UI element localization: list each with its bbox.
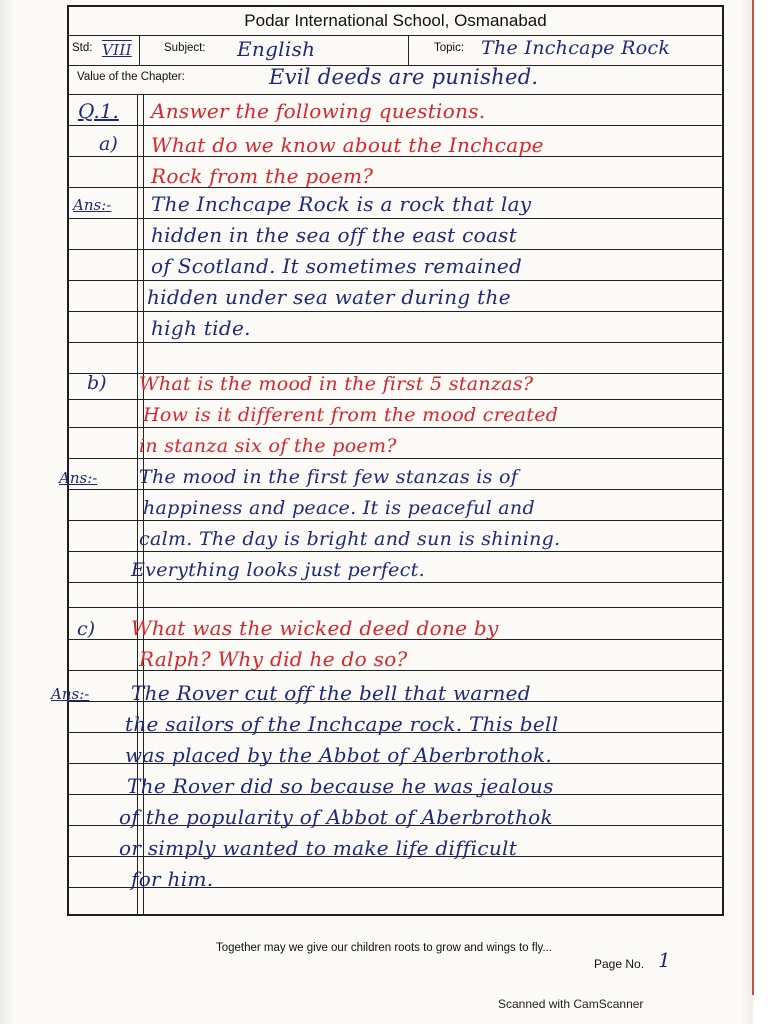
answer-line: The mood in the first few stanzas is of xyxy=(139,466,519,488)
ruled-line xyxy=(69,280,722,281)
question-line: How is it different from the mood created xyxy=(143,404,559,426)
question-marker: c) xyxy=(77,618,96,640)
value-value: Evil deeds are punished. xyxy=(269,65,539,89)
answer-label: Ans:- xyxy=(59,469,98,487)
ruled-line xyxy=(69,582,722,583)
std-label: Std: xyxy=(72,42,93,54)
topic-value: The Inchcape Rock xyxy=(481,37,671,59)
answer-line: the sailors of the Inchcape rock. This bell xyxy=(125,712,559,736)
school-name: Podar International School, Osmanabad xyxy=(244,11,547,30)
header-divider xyxy=(139,35,140,65)
worksheet xyxy=(51,5,724,916)
ruled-line xyxy=(69,607,722,608)
question-marker: a) xyxy=(99,133,118,155)
question-heading: Answer the following questions. xyxy=(151,99,486,123)
answer-line: of the popularity of Abbot of Aberbrothok xyxy=(119,805,553,829)
ruled-line xyxy=(69,551,722,552)
question-line: What do we know about the Inchcape xyxy=(151,133,544,157)
subject-value: English xyxy=(237,37,316,61)
value-label: Value of the Chapter: xyxy=(77,71,185,83)
ruled-line xyxy=(69,311,722,312)
answer-line: happiness and peace. It is peaceful and xyxy=(143,497,535,519)
page-number-value: 1 xyxy=(658,948,671,972)
answer-line: Everything looks just perfect. xyxy=(131,559,425,581)
answer-line: high tide. xyxy=(151,316,251,340)
answer-line: The Rover cut off the bell that warned xyxy=(131,681,531,705)
answer-label: Ans:- xyxy=(73,196,112,214)
question-line: What was the wicked deed done by xyxy=(131,616,499,640)
answer-line: or simply wanted to make life difficult xyxy=(119,836,518,860)
header-divider xyxy=(408,35,409,65)
ruled-line xyxy=(69,249,722,250)
question-line: What is the mood in the first 5 stanzas? xyxy=(139,373,534,395)
subject-label: Subject: xyxy=(164,42,206,54)
question-line: Ralph? Why did he do so? xyxy=(139,647,408,671)
topic-label: Topic: xyxy=(434,42,465,54)
answer-line: hidden under sea water during the xyxy=(147,285,511,309)
ruled-line xyxy=(69,489,722,490)
ruled-line xyxy=(69,218,722,219)
question-number: Q.1. xyxy=(78,99,119,123)
answer-line: hidden in the sea off the east coast xyxy=(151,223,518,247)
answer-line: The Inchcape Rock is a rock that lay xyxy=(151,192,532,216)
question-marker: b) xyxy=(87,372,107,394)
notebook-margin-line xyxy=(752,0,754,995)
answer-line: calm. The day is bright and sun is shining. xyxy=(139,528,561,550)
std-value: VIII xyxy=(102,41,132,59)
page-number-label: Page No. xyxy=(594,957,645,971)
answer-label: Ans:- xyxy=(51,685,90,703)
school-motto: Together may we give our children roots to grow and wings to fly... xyxy=(215,942,552,954)
ruled-line xyxy=(69,399,722,400)
ruled-line xyxy=(69,427,722,428)
ruled-line xyxy=(69,342,722,343)
header-rule xyxy=(69,94,722,95)
question-line: Rock from the poem? xyxy=(151,164,374,188)
ruled-line xyxy=(69,520,722,521)
ruled-line xyxy=(69,125,722,126)
ruled-line xyxy=(69,458,722,459)
answer-line: for him. xyxy=(131,867,214,891)
answer-line: was placed by the Abbot of Aberbrothok. xyxy=(125,743,553,767)
answer-line: The Rover did so because he was jealous xyxy=(127,774,554,798)
scanner-watermark: Scanned with CamScanner xyxy=(498,997,644,1011)
question-line: in stanza six of the poem? xyxy=(139,435,397,457)
answer-line: of Scotland. It sometimes remained xyxy=(151,254,523,278)
